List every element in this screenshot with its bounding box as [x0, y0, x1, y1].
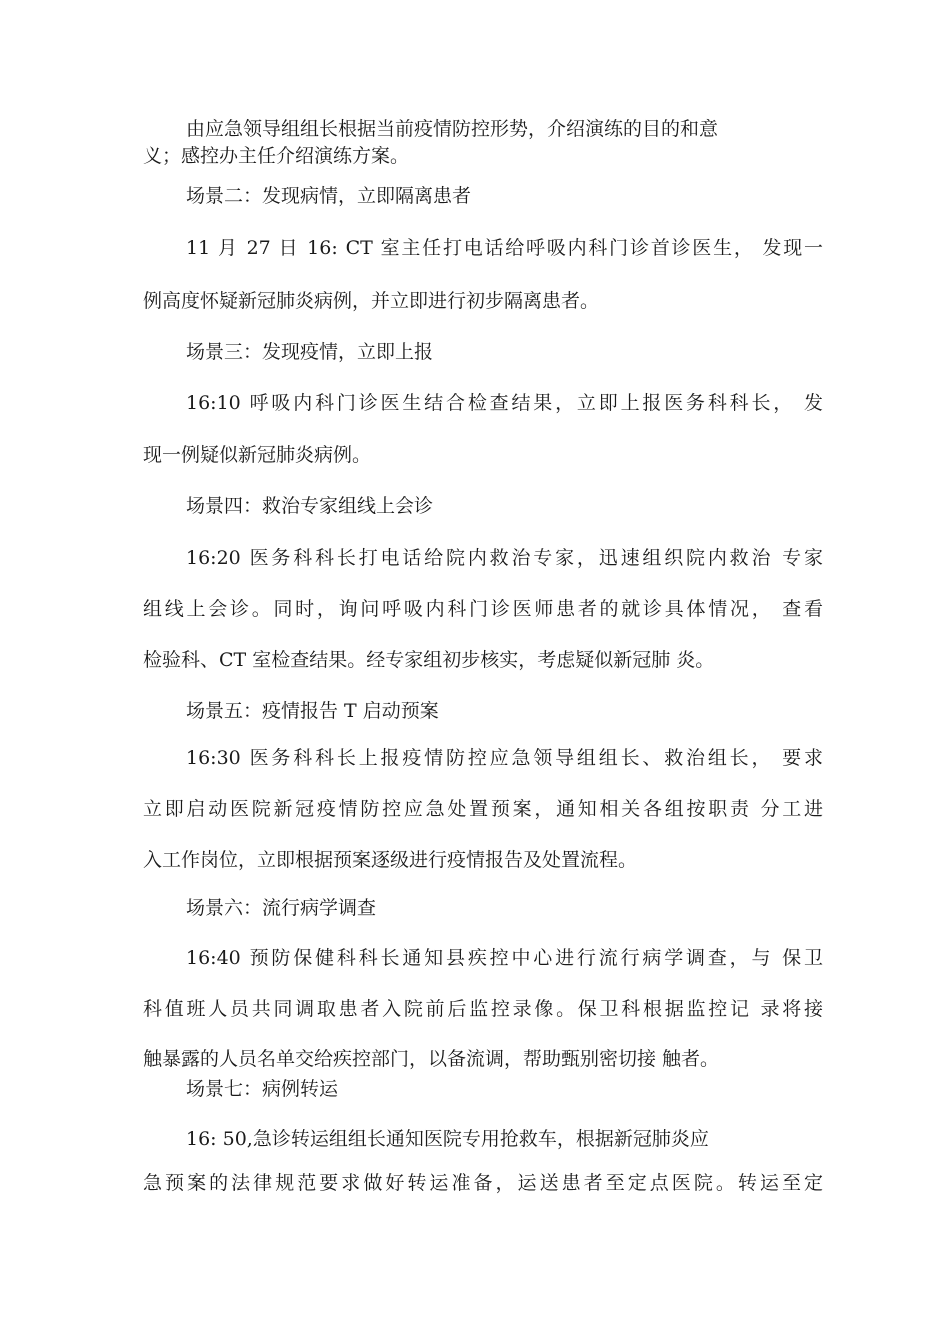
scene-three-heading: 场景三：发现疫情，立即上报	[186, 341, 434, 363]
paragraph-intro-line-1: 由应急领导组组长根据当前疫情防控形势，介绍演练的目的和意	[186, 118, 719, 140]
scene-five-line-1: 16:30 医务科科长上报疫情防控应急领导组组长、救治组长， 要求	[186, 747, 823, 769]
scene-three-line-1: 16:10 呼吸内科门诊医生结合检查结果，立即上报医务科科长， 发	[186, 392, 823, 414]
scene-seven-line-1: 16: 50,急诊转运组组长通知医院专用抢救车，根据新冠肺炎应	[186, 1128, 709, 1150]
scene-two-heading: 场景二：发现病情，立即隔离患者	[186, 185, 472, 207]
scene-four-line-1: 16:20 医务科科长打电话给院内救治专家，迅速组织院内救治 专家	[186, 547, 823, 569]
scene-four-line-3: 检验科、CT 室检查结果。经专家组初步核实，考虑疑似新冠肺 炎。	[143, 649, 715, 671]
scene-four-line-2: 组线上会诊。同时，询问呼吸内科门诊医师患者的就诊具体情况， 查看	[143, 598, 823, 620]
scene-five-line-3: 入工作岗位，立即根据预案逐级进行疫情报告及处置流程。	[143, 849, 638, 871]
scene-five-line-2: 立即启动医院新冠疫情防控应急处置预案，通知相关各组按职责 分工进	[143, 798, 823, 820]
scene-six-heading: 场景六：流行病学调查	[186, 897, 377, 919]
scene-two-line-1: 11 月 27 日 16: CT 室主任打电话给呼吸内科门诊首诊医生， 发现一	[186, 237, 823, 259]
paragraph-intro-line-2: 义；感控办主任介绍演练方案。	[143, 145, 410, 167]
scene-six-line-2: 科值班人员共同调取患者入院前后监控录像。保卫科根据监控记 录将接	[143, 998, 823, 1020]
scene-six-line-1: 16:40 预防保健科科长通知县疾控中心进行流行病学调查，与 保卫	[186, 947, 823, 969]
scene-seven-heading: 场景七：病例转运	[186, 1078, 339, 1100]
scene-two-line-2: 例高度怀疑新冠肺炎病例，并立即进行初步隔离患者。	[143, 290, 600, 312]
scene-six-line-3: 触暴露的人员名单交给疾控部门，以备流调，帮助甄别密切接 触者。	[143, 1048, 720, 1070]
scene-five-heading: 场景五：疫情报告 T 启动预案	[186, 700, 439, 722]
scene-seven-line-2: 急预案的法律规范要求做好转运准备，运送患者至定点医院。转运至定	[143, 1172, 823, 1194]
scene-three-line-2: 现一例疑似新冠肺炎病例。	[143, 444, 372, 466]
scene-four-heading: 场景四：救治专家组线上会诊	[186, 495, 434, 517]
